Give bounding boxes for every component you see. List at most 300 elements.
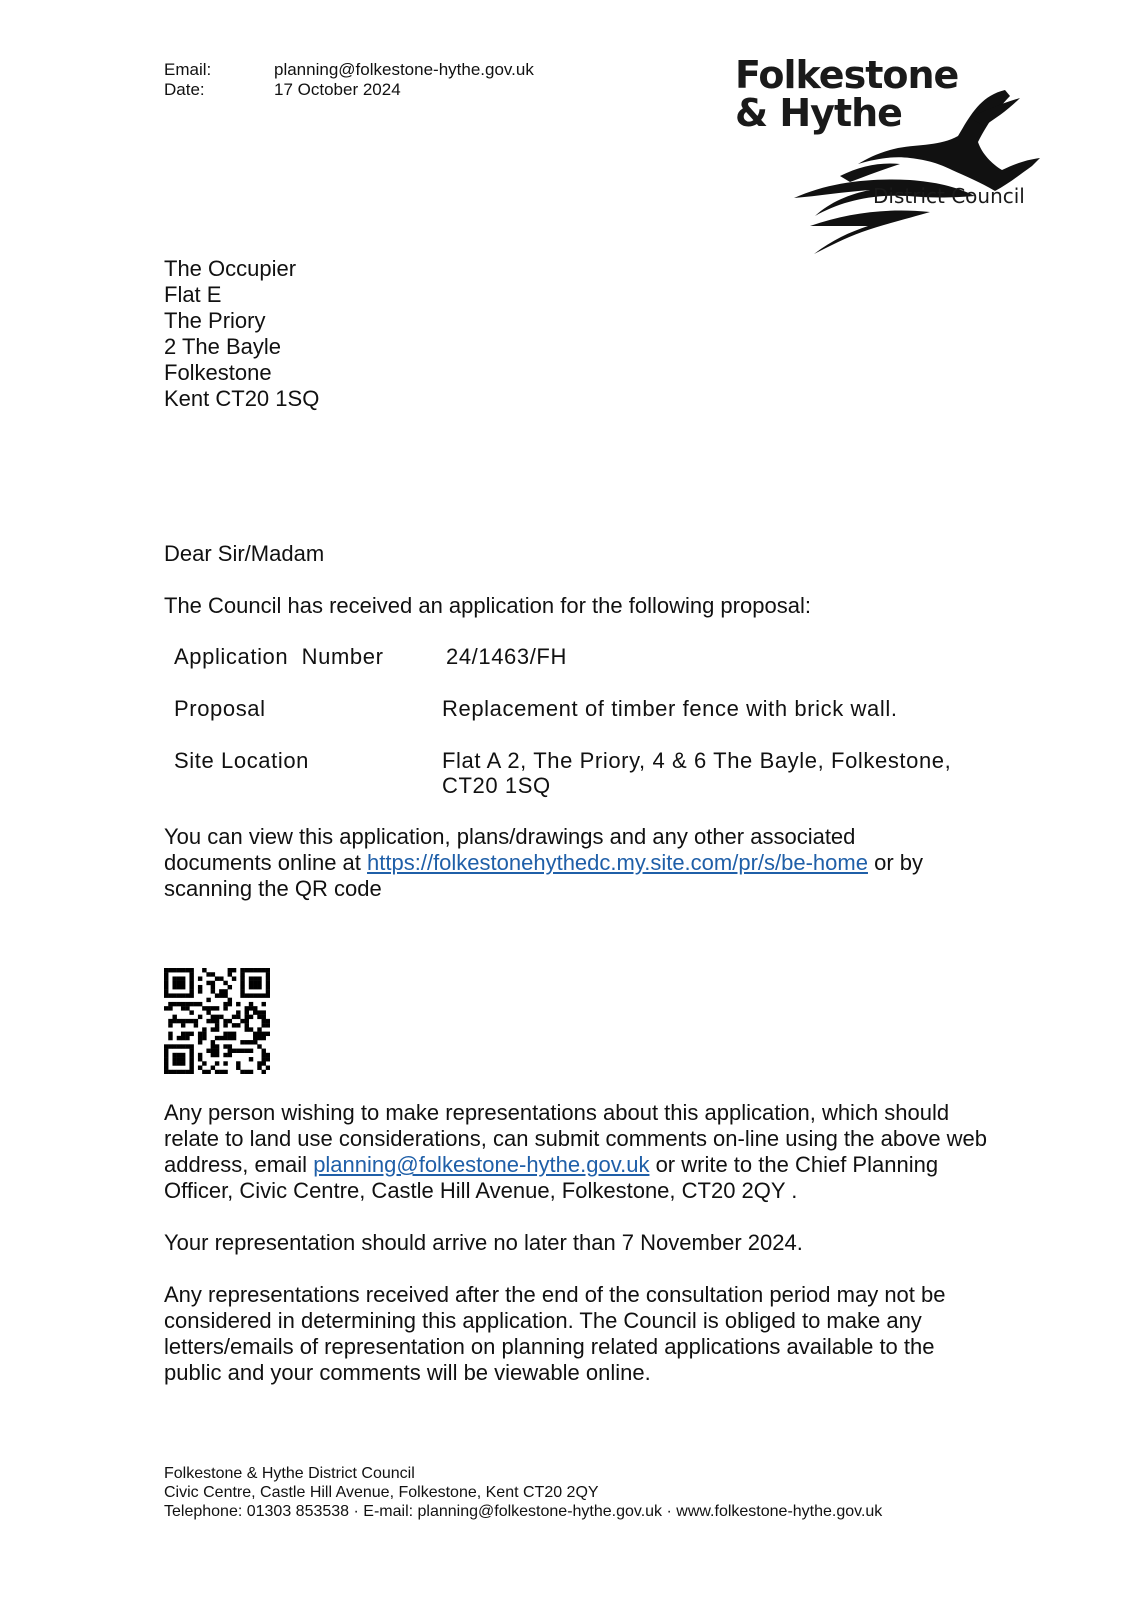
qr-module xyxy=(189,1070,193,1074)
qr-module xyxy=(215,1070,219,1074)
qr-module xyxy=(181,1070,185,1074)
qr-module xyxy=(262,1061,266,1065)
qr-module xyxy=(240,993,244,997)
qr-module xyxy=(189,1002,193,1006)
qr-module xyxy=(168,1023,172,1027)
qr-module xyxy=(240,985,244,989)
qr-module xyxy=(202,1027,206,1031)
qr-module xyxy=(181,1032,185,1036)
qr-module xyxy=(181,1006,185,1010)
qr-module xyxy=(249,981,253,985)
qr-module xyxy=(232,968,236,972)
qr-module xyxy=(262,1057,266,1061)
qr-module xyxy=(198,1040,202,1044)
qr-module xyxy=(172,1019,176,1023)
qr-module xyxy=(262,993,266,997)
qr-module xyxy=(189,1066,193,1070)
qr-module xyxy=(257,1044,261,1048)
qr-module xyxy=(172,1015,176,1019)
qr-module xyxy=(262,1023,266,1027)
qr-module xyxy=(253,1006,257,1010)
qr-module xyxy=(257,993,261,997)
qr-module xyxy=(181,976,185,980)
qr-module xyxy=(177,1044,181,1048)
qr-module xyxy=(257,1027,261,1031)
qr-module xyxy=(168,993,172,997)
qr-module xyxy=(185,1036,189,1040)
qr-module xyxy=(262,1049,266,1053)
qr-module xyxy=(181,1002,185,1006)
qr-module xyxy=(189,972,193,976)
qr-module xyxy=(189,1010,193,1014)
qr-module xyxy=(257,985,261,989)
qr-module xyxy=(245,1019,249,1023)
qr-module xyxy=(266,981,270,985)
council-logo xyxy=(735,53,1045,216)
footer-line-3: Telephone: 01303 853538 · E-mail: planning@folkestone-hythe.gov.uk · www.folkestone-hythe.gov.uk xyxy=(164,1503,883,1520)
qr-module xyxy=(202,968,206,972)
qr-module xyxy=(249,1002,253,1006)
qr-module xyxy=(249,1040,253,1044)
detail-label-application-number: Application Number xyxy=(174,644,384,669)
qr-module xyxy=(228,968,232,972)
qr-module xyxy=(232,976,236,980)
qr-module xyxy=(262,1036,266,1040)
qr-module xyxy=(172,976,176,980)
qr-module xyxy=(245,1015,249,1019)
qr-module xyxy=(206,1006,210,1010)
application-portal-link[interactable]: https://folkestonehythedc.my.site.com/pr/s/be-home xyxy=(367,850,868,875)
qr-module xyxy=(189,981,193,985)
qr-module xyxy=(211,981,215,985)
qr-module xyxy=(168,1070,172,1074)
qr-module xyxy=(236,1015,240,1019)
qr-module xyxy=(185,993,189,997)
qr-module xyxy=(266,976,270,980)
qr-module xyxy=(266,989,270,993)
qr-module xyxy=(198,989,202,993)
horse-icon xyxy=(770,86,1045,266)
qr-module xyxy=(177,1036,181,1040)
date-row xyxy=(164,80,534,100)
qr-module xyxy=(215,1044,219,1048)
qr-module xyxy=(211,1066,215,1070)
qr-module xyxy=(223,1002,227,1006)
qr-module xyxy=(198,1032,202,1036)
date-label: Date: xyxy=(164,80,205,99)
qr-module xyxy=(198,985,202,989)
qr-module xyxy=(189,968,193,972)
qr-module xyxy=(172,1070,176,1074)
qr-module xyxy=(185,1032,189,1036)
qr-module xyxy=(185,1006,189,1010)
qr-module xyxy=(257,1032,261,1036)
view-online-paragraph xyxy=(164,824,964,902)
qr-module xyxy=(198,1002,202,1006)
qr-module xyxy=(164,1006,168,1010)
qr-module xyxy=(189,976,193,980)
qr-module xyxy=(240,1049,244,1053)
qr-module xyxy=(245,993,249,997)
qr-module xyxy=(262,1070,266,1074)
qr-module xyxy=(211,1044,215,1048)
detail-value-site-location: Flat A 2, The Priory, 4 & 6 The Bayle, Folkestone, xyxy=(442,748,952,773)
qr-module xyxy=(211,1027,215,1031)
qr-module xyxy=(245,1010,249,1014)
rep-text-before: Any person wishing to make representations about this application, which should relate to land use considerations, can submit comments on-line using the above web address, email xyxy=(164,1100,988,1177)
qr-module xyxy=(257,1010,261,1014)
qr-module xyxy=(202,1006,206,1010)
qr-module xyxy=(240,1040,244,1044)
logo-line-1: Folkestone xyxy=(735,53,959,97)
qr-module xyxy=(240,1019,244,1023)
qr-module xyxy=(177,1002,181,1006)
qr-module xyxy=(177,1070,181,1074)
qr-module xyxy=(232,1032,236,1036)
qr-module xyxy=(253,976,257,980)
qr-module xyxy=(266,1032,270,1036)
qr-code[interactable] xyxy=(164,968,270,1074)
qr-module xyxy=(202,1036,206,1040)
qr-module xyxy=(215,993,219,997)
qr-module xyxy=(206,972,210,976)
qr-module xyxy=(266,1066,270,1070)
qr-module xyxy=(228,1053,232,1057)
qr-module xyxy=(228,1049,232,1053)
address-line: The Priory xyxy=(164,308,266,333)
qr-module xyxy=(219,1015,223,1019)
qr-module xyxy=(245,1049,249,1053)
qr-module xyxy=(181,968,185,972)
qr-module xyxy=(172,1061,176,1065)
qr-module xyxy=(164,976,168,980)
qr-module xyxy=(215,1053,219,1057)
qr-module xyxy=(164,1044,168,1048)
qr-module xyxy=(189,1044,193,1048)
detail-value-application-number: 24/1463/FH xyxy=(446,644,567,669)
qr-module xyxy=(266,968,270,972)
qr-module xyxy=(172,1057,176,1061)
qr-module xyxy=(189,1019,193,1023)
qr-module xyxy=(236,1010,240,1014)
qr-module xyxy=(219,993,223,997)
qr-module xyxy=(168,1006,172,1010)
qr-module xyxy=(228,1032,232,1036)
qr-module xyxy=(223,1061,227,1065)
qr-module xyxy=(232,1023,236,1027)
qr-module xyxy=(181,1044,185,1048)
qr-module xyxy=(249,976,253,980)
address-line: Kent CT20 1SQ xyxy=(164,386,320,411)
qr-module xyxy=(240,1070,244,1074)
qr-module xyxy=(177,1057,181,1061)
qr-module xyxy=(219,1036,223,1040)
qr-module xyxy=(206,1010,210,1014)
qr-module xyxy=(198,1036,202,1040)
qr-module xyxy=(228,972,232,976)
qr-module xyxy=(249,985,253,989)
qr-module xyxy=(262,968,266,972)
qr-module xyxy=(168,1044,172,1048)
qr-module xyxy=(240,989,244,993)
qr-module xyxy=(172,993,176,997)
qr-module xyxy=(215,1019,219,1023)
qr-module xyxy=(164,1070,168,1074)
qr-module xyxy=(240,976,244,980)
qr-module xyxy=(223,1006,227,1010)
representations-paragraph xyxy=(164,1100,994,1204)
qr-module xyxy=(257,968,261,972)
qr-module xyxy=(185,1002,189,1006)
qr-module xyxy=(189,1057,193,1061)
qr-module xyxy=(164,1057,168,1061)
qr-module xyxy=(202,1070,206,1074)
letter-footer xyxy=(164,1464,1084,1521)
qr-module xyxy=(211,1019,215,1023)
address-line: 2 The Bayle xyxy=(164,334,282,359)
view-text-after: or by scanning the QR code xyxy=(164,850,923,901)
qr-module xyxy=(236,1061,240,1065)
qr-module xyxy=(172,1053,176,1057)
qr-module xyxy=(185,968,189,972)
qr-module xyxy=(257,1066,261,1070)
qr-module xyxy=(253,985,257,989)
header-meta xyxy=(164,60,534,100)
qr-module xyxy=(215,1015,219,1019)
qr-module xyxy=(266,1019,270,1023)
qr-module xyxy=(164,972,168,976)
qr-module xyxy=(194,1002,198,1006)
qr-module xyxy=(262,1015,266,1019)
salutation: Dear Sir/Madam xyxy=(164,541,325,566)
intro-paragraph: The Council has received an application for the following proposal: xyxy=(164,593,811,618)
qr-module xyxy=(249,1006,253,1010)
qr-module xyxy=(189,1061,193,1065)
qr-module xyxy=(181,985,185,989)
qr-module xyxy=(206,1019,210,1023)
qr-module xyxy=(245,1070,249,1074)
qr-module xyxy=(177,985,181,989)
qr-module xyxy=(236,1066,240,1070)
qr-module xyxy=(228,1002,232,1006)
qr-module xyxy=(253,1032,257,1036)
qr-module xyxy=(215,1036,219,1040)
qr-module xyxy=(168,968,172,972)
qr-module xyxy=(211,1053,215,1057)
qr-module xyxy=(181,1061,185,1065)
email-row xyxy=(164,60,534,80)
qr-module xyxy=(228,1044,232,1048)
date-value: 17 October 2024 xyxy=(274,80,401,99)
address-line: The Occupier xyxy=(164,256,297,281)
qr-module xyxy=(172,1044,176,1048)
qr-module xyxy=(177,976,181,980)
qr-module xyxy=(253,1010,257,1014)
qr-module xyxy=(228,1036,232,1040)
qr-module xyxy=(211,1006,215,1010)
qr-module xyxy=(181,1057,185,1061)
qr-module xyxy=(219,1070,223,1074)
qr-module xyxy=(228,1019,232,1023)
qr-module xyxy=(266,1053,270,1057)
qr-module xyxy=(164,981,168,985)
qr-module xyxy=(266,985,270,989)
qr-module xyxy=(262,1002,266,1006)
qr-module xyxy=(253,981,257,985)
qr-module xyxy=(215,976,219,980)
qr-module xyxy=(172,1002,176,1006)
view-text-before: You can view this application, plans/drawings and any other associated documents online at xyxy=(164,824,856,875)
detail-label-site-location: Site Location xyxy=(174,748,309,773)
qr-module xyxy=(164,985,168,989)
qr-module xyxy=(223,981,227,985)
detail-label-proposal: Proposal xyxy=(174,696,266,721)
qr-module xyxy=(181,981,185,985)
qr-module xyxy=(189,989,193,993)
qr-module xyxy=(223,1019,227,1023)
qr-module xyxy=(215,1049,219,1053)
qr-module xyxy=(211,1049,215,1053)
qr-module xyxy=(245,968,249,972)
footer-line-2: Civic Centre, Castle Hill Avenue, Folkestone, Kent CT20 2QY xyxy=(164,1484,599,1501)
qr-module xyxy=(232,1036,236,1040)
qr-module xyxy=(198,1053,202,1057)
qr-module xyxy=(164,1066,168,1070)
qr-module xyxy=(223,1070,227,1074)
qr-module xyxy=(240,968,244,972)
qr-module xyxy=(245,1023,249,1027)
qr-module xyxy=(249,1015,253,1019)
qr-module xyxy=(211,985,215,989)
qr-module xyxy=(181,1036,185,1040)
address-line: Folkestone xyxy=(164,360,272,385)
qr-module xyxy=(262,1010,266,1014)
qr-module xyxy=(223,1053,227,1057)
qr-module xyxy=(189,1049,193,1053)
qr-module xyxy=(249,1027,253,1031)
qr-module xyxy=(202,1061,206,1065)
qr-module xyxy=(194,1019,198,1023)
qr-module xyxy=(215,1027,219,1031)
qr-module xyxy=(181,993,185,997)
qr-module xyxy=(253,1040,257,1044)
detail-value-proposal: Replacement of timber fence with brick wall. xyxy=(442,696,898,721)
qr-module xyxy=(202,1032,206,1036)
qr-module xyxy=(181,1019,185,1023)
qr-module xyxy=(164,989,168,993)
qr-module xyxy=(228,998,232,1002)
qr-module xyxy=(266,1057,270,1061)
qr-module xyxy=(262,1032,266,1036)
qr-module xyxy=(249,993,253,997)
qr-module xyxy=(206,1049,210,1053)
qr-module xyxy=(168,1036,172,1040)
qr-module xyxy=(177,993,181,997)
qr-module xyxy=(240,972,244,976)
logo-subtitle: District Council xyxy=(873,184,1025,208)
qr-module xyxy=(257,1061,261,1065)
qr-module xyxy=(262,1019,266,1023)
qr-module xyxy=(249,1049,253,1053)
qr-module xyxy=(245,1006,249,1010)
qr-module xyxy=(168,1002,172,1006)
recipient-address xyxy=(164,256,319,412)
qr-module xyxy=(168,1019,172,1023)
qr-module xyxy=(223,989,227,993)
qr-module xyxy=(215,1061,219,1065)
qr-module xyxy=(168,1032,172,1036)
qr-module xyxy=(223,1023,227,1027)
qr-module xyxy=(189,1053,193,1057)
qr-module xyxy=(185,1019,189,1023)
qr-module xyxy=(253,968,257,972)
qr-module xyxy=(245,1027,249,1031)
qr-module xyxy=(257,1015,261,1019)
planning-email-link[interactable]: planning@folkestone-hythe.gov.uk xyxy=(313,1152,650,1177)
qr-module xyxy=(206,1070,210,1074)
qr-module xyxy=(249,1070,253,1074)
qr-module xyxy=(189,985,193,989)
qr-module xyxy=(185,1044,189,1048)
qr-module xyxy=(257,981,261,985)
qr-module xyxy=(266,993,270,997)
qr-module xyxy=(164,993,168,997)
email-label: Email: xyxy=(164,60,212,79)
qr-module xyxy=(257,1036,261,1040)
qr-module xyxy=(240,981,244,985)
qr-module xyxy=(219,976,223,980)
qr-module xyxy=(164,1061,168,1065)
qr-module xyxy=(223,993,227,997)
qr-module xyxy=(172,981,176,985)
qr-module xyxy=(262,1053,266,1057)
qr-module xyxy=(198,976,202,980)
qr-module xyxy=(232,1015,236,1019)
address-line: Flat E xyxy=(164,282,222,307)
qr-module xyxy=(249,968,253,972)
qr-module xyxy=(223,1044,227,1048)
logo-line-2: & Hythe xyxy=(735,91,902,135)
qr-module xyxy=(198,1066,202,1070)
email-value: planning@folkestone-hythe.gov.uk xyxy=(274,60,534,79)
qr-module xyxy=(194,1023,198,1027)
qr-module xyxy=(177,1019,181,1023)
qr-module xyxy=(223,1036,227,1040)
qr-module xyxy=(223,1032,227,1036)
qr-module xyxy=(236,1023,240,1027)
qr-module xyxy=(249,1057,253,1061)
detail-value-site-location-postcode: CT20 1SQ xyxy=(442,773,551,798)
rep-text-after: or write to the Chief Planning Officer, Civic Centre, Castle Hill Avenue, Folkestone, CT20 2QY . xyxy=(164,1152,939,1203)
qr-module xyxy=(177,968,181,972)
qr-module xyxy=(198,1057,202,1061)
closing-paragraph: Any representations received after the end of the consultation period may not be considered in determining this application. The Council is obliged to make any letters/emails of representation on planning related applications available to the public and your comments will be viewable online. xyxy=(164,1282,946,1385)
qr-module xyxy=(172,985,176,989)
qr-module xyxy=(236,1002,240,1006)
qr-module xyxy=(189,1032,193,1036)
qr-module xyxy=(177,981,181,985)
qr-module xyxy=(232,1049,236,1053)
qr-module xyxy=(211,1015,215,1019)
qr-module xyxy=(181,1053,185,1057)
qr-module xyxy=(177,1061,181,1065)
qr-module xyxy=(181,1023,185,1027)
qr-module xyxy=(198,1015,202,1019)
deadline-paragraph: Your representation should arrive no later than 7 November 2024. xyxy=(164,1230,803,1255)
qr-module xyxy=(215,1006,219,1010)
qr-module xyxy=(266,972,270,976)
qr-module xyxy=(177,1053,181,1057)
